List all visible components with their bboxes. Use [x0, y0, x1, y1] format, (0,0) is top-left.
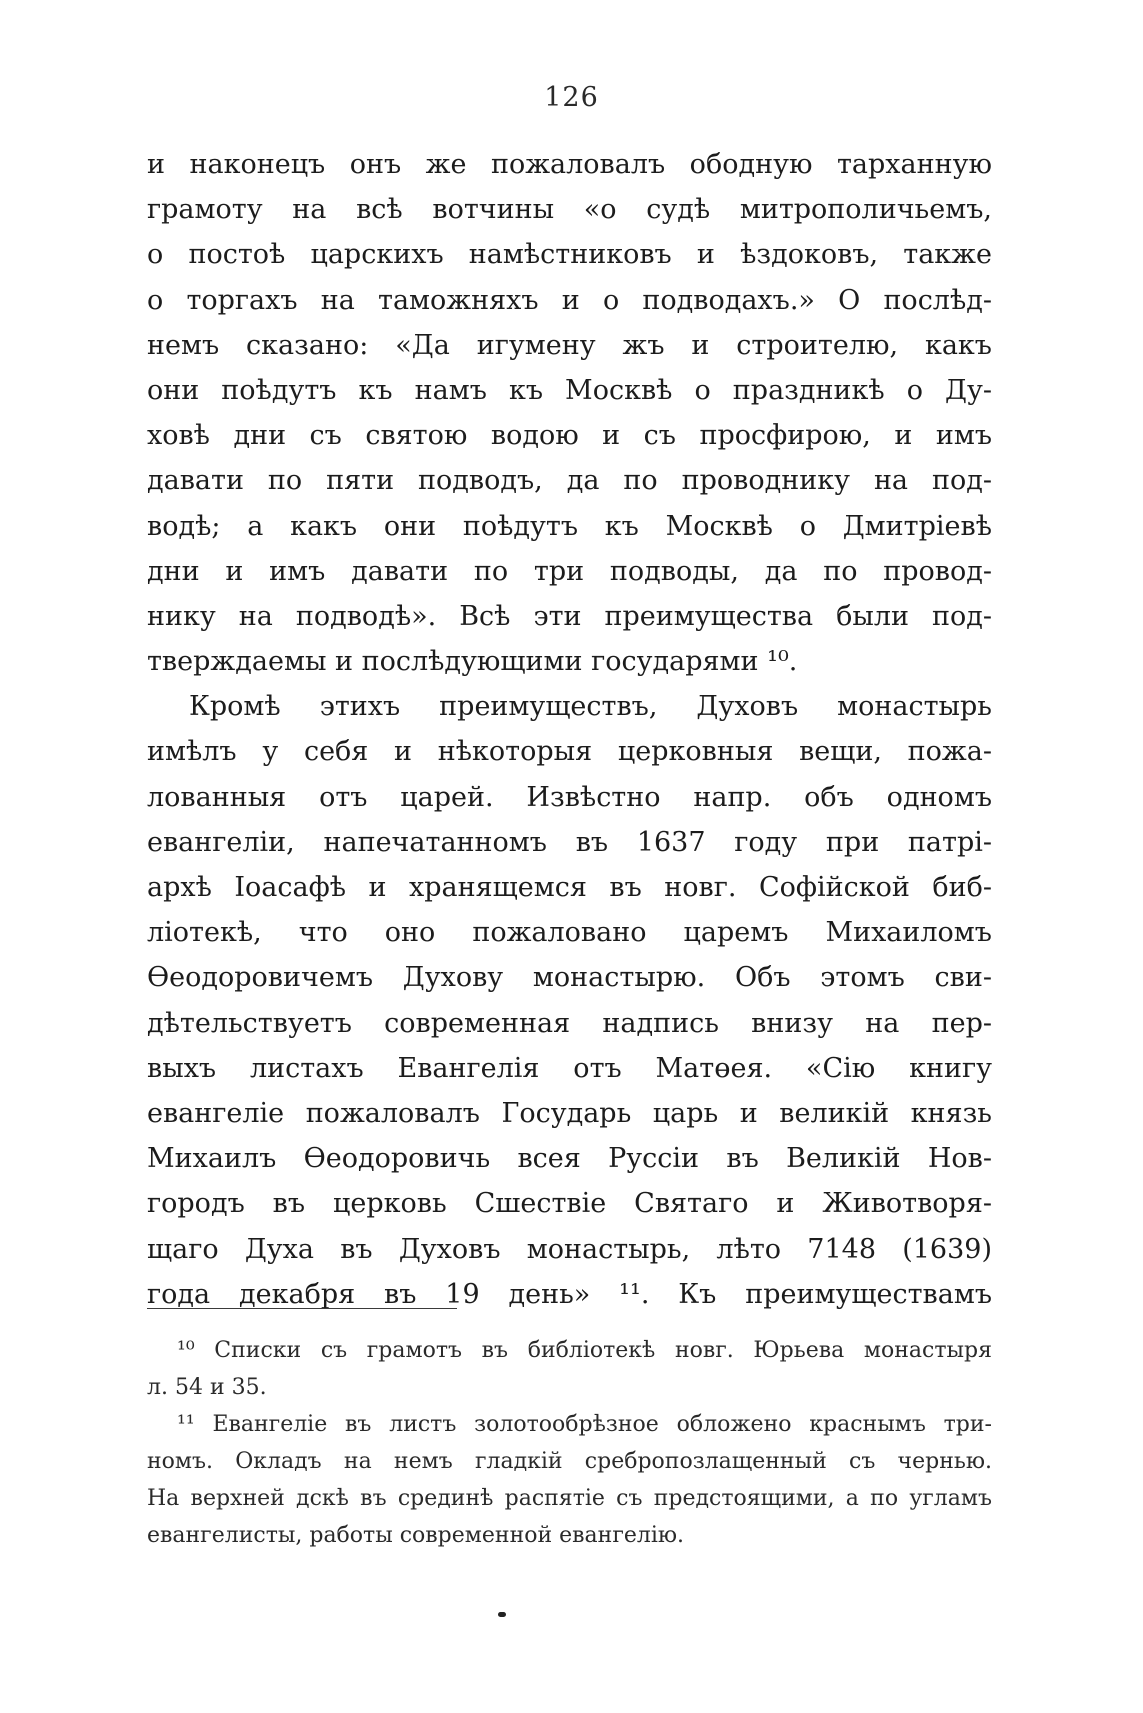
footnote-line: номъ. Окладъ на немъ гладкій сребропозлащенный съ чернью.: [147, 1449, 992, 1474]
text-line: евангеліи, напечатанномъ въ 1637 году при патрі-: [147, 826, 992, 858]
text-line: нику на подводѣ». Всѣ эти преимущества были под-: [147, 600, 992, 632]
text-line: щаго Духа въ Духовъ монастырь, лѣто 7148 (1639): [147, 1233, 992, 1265]
text-line: архѣ Іоасафѣ и хранящемся въ новг. Софійской биб-: [147, 872, 992, 903]
text-line: ховѣ дни съ святою водою и съ просфирою, и имъ: [147, 420, 992, 452]
text-line: о постоѣ царскихъ намѣстниковъ и ѣздоковъ, также: [147, 239, 992, 271]
text-line: выхъ листахъ Евангелія отъ Матөея. «Сію книгу: [147, 1052, 992, 1084]
text-line: грамоту на всѣ вотчины «о судѣ митрополичьемъ,: [147, 194, 992, 226]
text-line: года декабря въ 19 день» ¹¹. Къ преимуществамъ: [147, 1278, 992, 1310]
footnote-separator: [147, 1308, 457, 1309]
text-line: дни и имъ давати по три подводы, да по провод-: [147, 555, 992, 587]
text-line: лованныя отъ царей. Извѣстно напр. объ одномъ: [147, 781, 992, 813]
text-line: тверждаемы и послѣдующими государями ¹⁰.: [147, 646, 798, 678]
ink-mark: [498, 1612, 506, 1617]
page-number: 126: [544, 82, 599, 113]
footnote-line: На верхней дскѣ въ срединѣ распятіе съ предстоящими, а по угламъ: [147, 1486, 992, 1511]
text-line: дѣтельствуетъ современная надпись внизу на пер-: [147, 1007, 992, 1039]
text-line: водѣ; а какъ они поѣдутъ къ Москвѣ о Дмитріевѣ: [147, 510, 992, 542]
text-line: о торгахъ на таможняхъ и о подводахъ.» О послѣд-: [147, 284, 992, 316]
text-line: и наконецъ онъ же пожаловалъ ободную тарханную: [147, 149, 992, 180]
text-line: ліотекѣ, что оно пожаловано царемъ Михаиломъ: [147, 917, 992, 949]
footnotes: [147, 1332, 992, 1554]
text-line: евангеліе пожаловалъ Государь царь и великій князь: [147, 1097, 992, 1129]
footnote-line: евангелисты, работы современной евангелію.: [147, 1523, 685, 1548]
body-text: [147, 142, 992, 1317]
text-line: Кромѣ этихъ преимуществъ, Духовъ монастырь: [189, 691, 992, 723]
footnote-line: ¹¹ Евангеліе въ листъ золотообрѣзное обложено краснымъ три-: [177, 1412, 992, 1437]
text-line: городъ въ церковь Сшествіе Святаго и Животворя-: [147, 1188, 992, 1220]
footnote-line: л. 54 и 35.: [147, 1375, 267, 1400]
text-line: Михаилъ Өеодоровичь всея Руссіи въ Великій Нов-: [147, 1143, 992, 1175]
text-line: Өеодоровичемъ Духову монастырю. Объ этомъ сви-: [147, 962, 992, 994]
text-line: давати по пяти подводъ, да по проводнику на под-: [147, 465, 992, 497]
text-line: немъ сказано: «Да игумену жъ и строителю, какъ: [147, 329, 992, 361]
text-line: они поѣдутъ къ намъ къ Москвѣ о праздникѣ о Ду-: [147, 374, 992, 406]
text-line: имѣлъ у себя и нѣкоторыя церковныя вещи, пожа-: [147, 736, 992, 768]
footnote-line: ¹⁰ Списки съ грамотъ въ библіотекѣ новг. Юрьева монастыря: [177, 1338, 992, 1363]
